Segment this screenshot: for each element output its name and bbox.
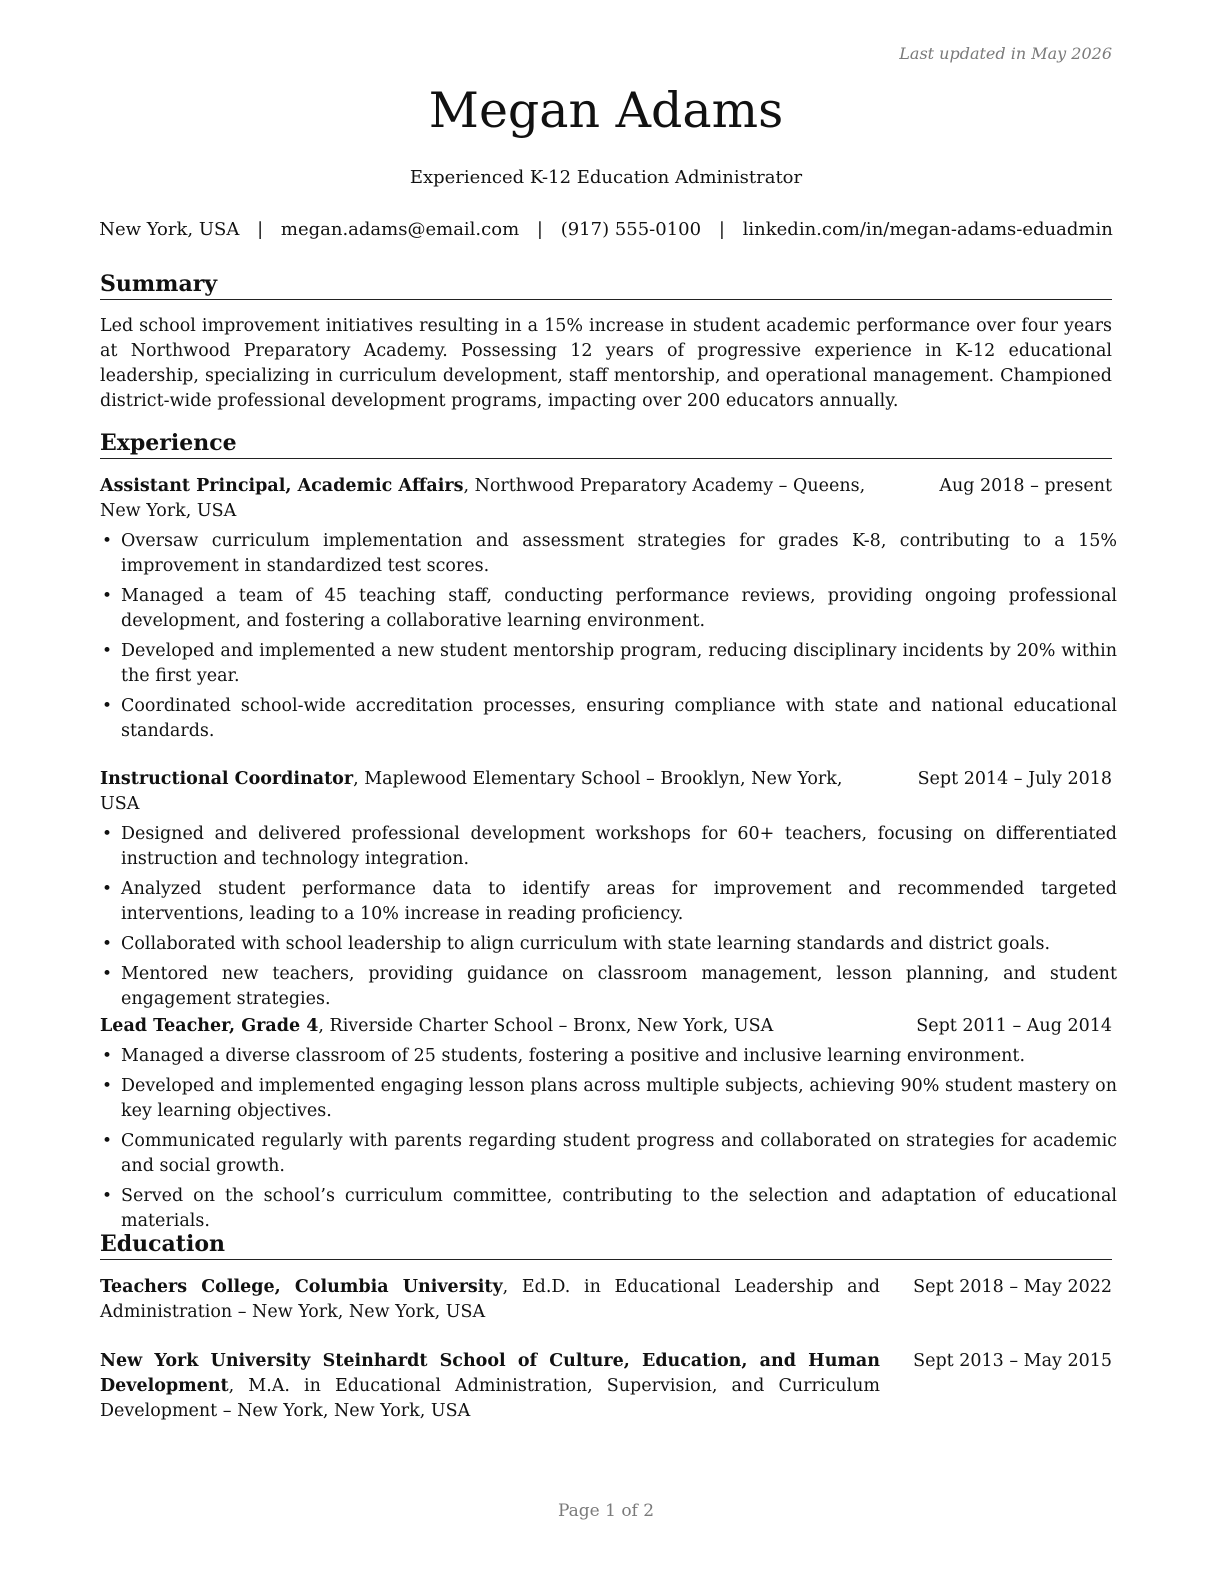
- bullet-dot-icon: •: [102, 1046, 113, 1066]
- contact-separator: |: [257, 219, 264, 240]
- bullet-text: Developed and implemented engaging lesson plans across multiple subjects, achieving 90% student mastery on key learning objectives.: [121, 1076, 1117, 1121]
- section-title-education: Education: [100, 1231, 1112, 1260]
- last-updated: Last updated in May 2026: [899, 44, 1112, 63]
- headline: Experienced K-12 Education Administrator: [409, 167, 803, 188]
- experience-role: [100, 1014, 880, 1039]
- job-org: , Maplewood Elementary School – Brooklyn, New York, USA: [100, 769, 843, 814]
- bullet-text: Managed a team of 45 teaching staff, conducting performance reviews, providing ongoing professional development, and fostering a collaborative learning environment.: [121, 586, 1117, 631]
- education-degree: [100, 1275, 880, 1325]
- bullet-dot-icon: •: [102, 586, 113, 606]
- job-bullets: [100, 1044, 1117, 1234]
- bullet-item: [100, 1184, 1117, 1234]
- bullet-dot-icon: •: [102, 824, 113, 844]
- resume-page: [99, 0, 1117, 1584]
- bullet-dot-icon: •: [102, 641, 113, 661]
- experience-role: [100, 767, 880, 817]
- job-title: Lead Teacher, Grade 4: [100, 1016, 319, 1036]
- candidate-name: Megan Adams: [428, 82, 784, 139]
- bullet-dot-icon: •: [102, 1186, 113, 1206]
- bullet-item: [100, 1129, 1117, 1179]
- job-bullets: [100, 822, 1117, 1012]
- school-name: New York University Steinhardt School of Culture, Education, and Human Development: [100, 1351, 880, 1396]
- experience-entry: [100, 1014, 1117, 1239]
- school-name: Teachers College, Columbia University: [100, 1277, 503, 1297]
- bullet-text: Served on the school’s curriculum committee, contributing to the selection and adaptation of educational materials.: [121, 1186, 1117, 1231]
- bullet-dot-icon: •: [102, 1131, 113, 1151]
- bullet-item: [100, 1074, 1117, 1124]
- bullet-text: Developed and implemented a new student mentorship program, reducing disciplinary incidents by 20% within the first year.: [121, 641, 1117, 686]
- education-dates: Sept 2018 – May 2022: [913, 1277, 1112, 1297]
- bullet-text: Analyzed student performance data to identify areas for improvement and recommended targeted interventions, leading to a 10% increase in reading proficiency.: [121, 879, 1117, 924]
- degree-detail: , M.A. in Educational Administration, Supervision, and Curriculum Development – New York, New York, USA: [100, 1376, 880, 1421]
- bullet-item: [100, 694, 1117, 744]
- contact-email[interactable]: megan.adams@email.com: [280, 219, 520, 240]
- job-org: , Riverside Charter School – Bronx, New York, USA: [318, 1016, 774, 1036]
- contact-location: New York, USA: [99, 219, 240, 240]
- job-title: Instructional Coordinator: [100, 769, 354, 789]
- bullet-text: Mentored new teachers, providing guidance on classroom management, lesson planning, and student engagement strategies.: [121, 964, 1117, 1009]
- bullet-dot-icon: •: [102, 964, 113, 984]
- bullet-item: [100, 529, 1117, 579]
- experience-entry: [100, 474, 1117, 749]
- contact-linkedin[interactable]: linkedin.com/in/megan-adams-eduadmin: [742, 219, 1113, 240]
- bullet-dot-icon: •: [102, 879, 113, 899]
- job-org: , Northwood Preparatory Academy – Queens, New York, USA: [100, 476, 866, 521]
- experience-role: [100, 474, 880, 524]
- job-dates: Sept 2014 – July 2018: [917, 769, 1112, 789]
- section-title-summary: Summary: [100, 271, 1112, 300]
- bullet-dot-icon: •: [102, 1076, 113, 1096]
- contact-separator: |: [536, 219, 543, 240]
- section-title-experience: Experience: [100, 430, 1112, 459]
- bullet-item: [100, 962, 1117, 1012]
- job-bullets: [100, 529, 1117, 744]
- bullet-text: Communicated regularly with parents regarding student progress and collaborated on strategies for academic and social growth.: [121, 1131, 1117, 1176]
- bullet-dot-icon: •: [102, 934, 113, 954]
- bullet-item: [100, 932, 1117, 957]
- bullet-text: Collaborated with school leadership to align curriculum with state learning standards and district goals.: [121, 934, 1051, 954]
- bullet-item: [100, 822, 1117, 872]
- bullet-text: Oversaw curriculum implementation and assessment strategies for grades K-8, contributing to a 15% improvement in standardized test scores.: [121, 531, 1117, 576]
- contact-line: [60, 219, 1152, 240]
- bullet-item: [100, 639, 1117, 689]
- education-dates: Sept 2013 – May 2015: [913, 1351, 1112, 1371]
- page-number: Page 1 of 2: [557, 1501, 655, 1521]
- bullet-item: [100, 584, 1117, 634]
- bullet-dot-icon: •: [102, 696, 113, 716]
- contact-phone[interactable]: (917) 555-0100: [560, 219, 702, 240]
- experience-entry: [100, 767, 1117, 1017]
- bullet-text: Designed and delivered professional development workshops for 60+ teachers, focusing on differentiated instruction and technology integration.: [121, 824, 1117, 869]
- bullet-item: [100, 1044, 1117, 1069]
- education-degree: [100, 1349, 880, 1424]
- bullet-item: [100, 877, 1117, 927]
- bullet-text: Coordinated school-wide accreditation processes, ensuring compliance with state and national educational standards.: [121, 696, 1117, 741]
- contact-separator: |: [718, 219, 725, 240]
- education-entry: [100, 1349, 1112, 1424]
- education-entry: [100, 1275, 1112, 1325]
- job-dates: Aug 2018 – present: [939, 476, 1112, 496]
- job-dates: Sept 2011 – Aug 2014: [916, 1016, 1112, 1036]
- bullet-dot-icon: •: [102, 531, 113, 551]
- bullet-text: Managed a diverse classroom of 25 students, fostering a positive and inclusive learning environment.: [121, 1046, 1026, 1066]
- summary-text: Led school improvement initiatives resulting in a 15% increase in student academic performance over four years at Northwood Preparatory Academy. Possessing 12 years of progressive experience in K-12 educational leadership, specializing in curriculum development, staff mentorship, and operational management. Championed district-wide professional development programs, impacting over 200 educators annually.: [100, 316, 1112, 411]
- job-title: Assistant Principal, Academic Affairs: [100, 476, 464, 496]
- degree-detail: , Ed.D. in Educational Leadership and Administration – New York, New York, USA: [100, 1277, 880, 1322]
